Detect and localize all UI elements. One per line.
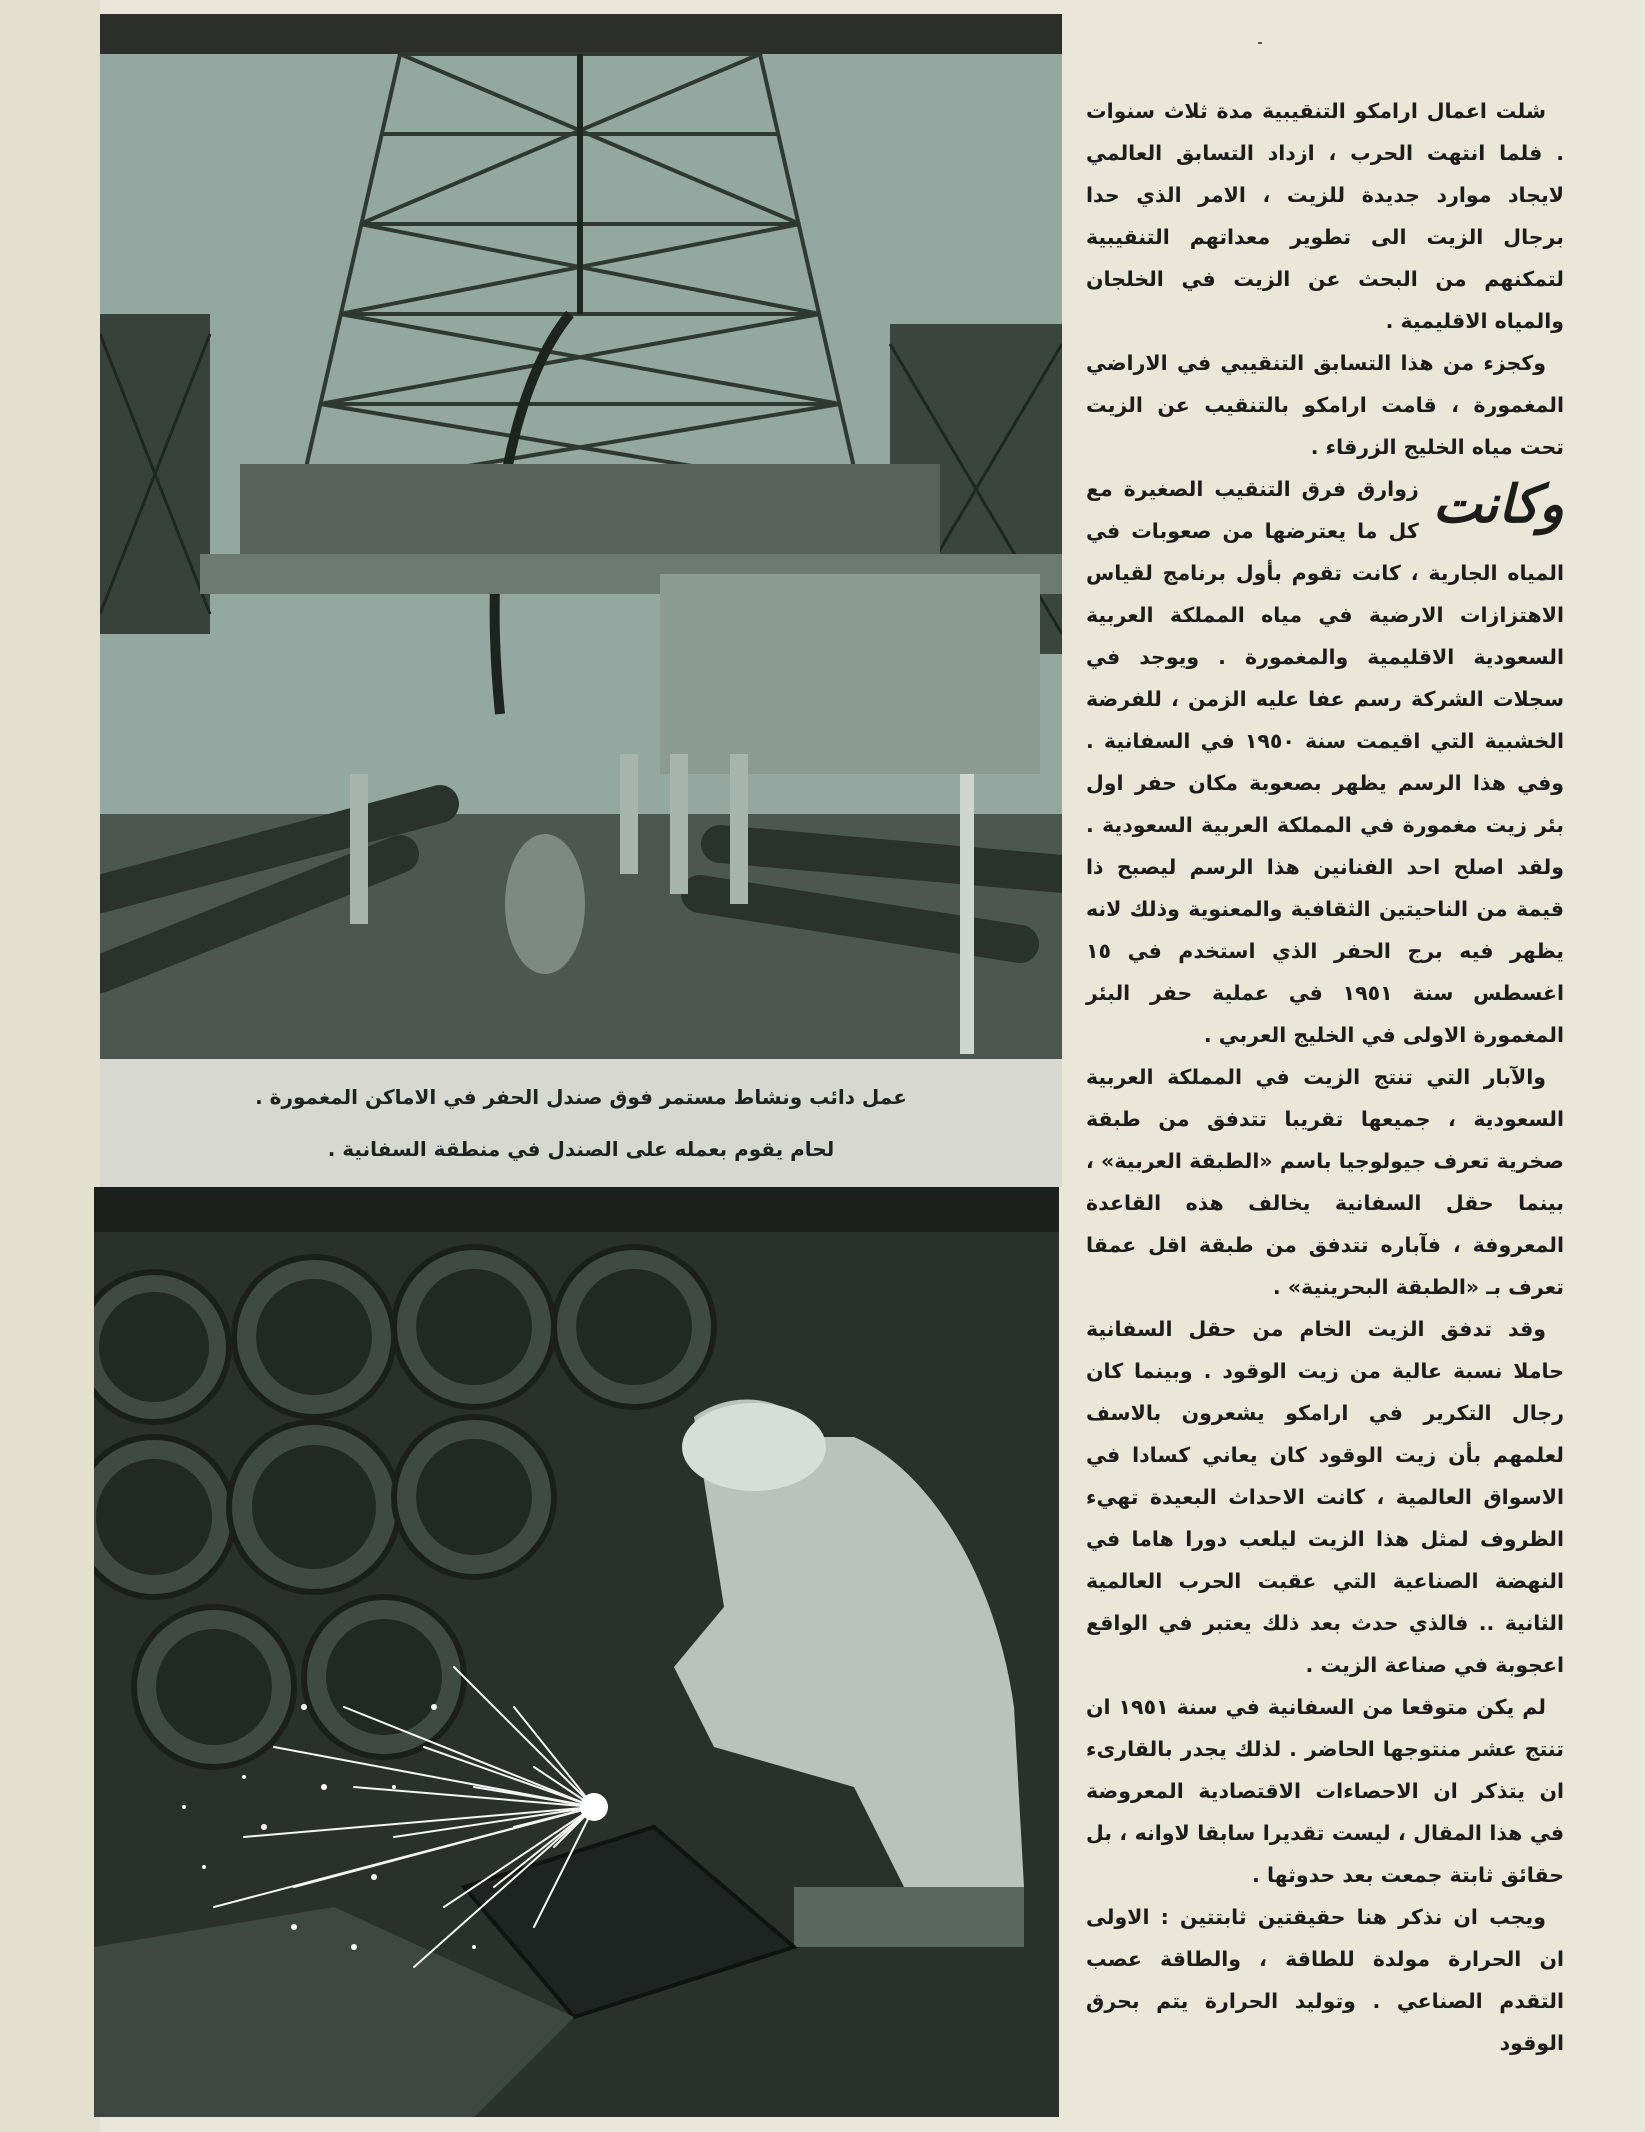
article-paragraph: وكجزء من هذا التسابق التنقيبي في الاراضي المغمورة ، قامت ارامكو بالتنقيب عن الزيت تحت مياه الخليج الزرقاء . xyxy=(1086,351,1564,459)
page-margin xyxy=(0,0,100,2132)
drop-cap-word: وكانت xyxy=(1432,474,1564,535)
article-paragraph: زوارق فرق التنقيب الصغيرة مع كل ما يعترضها من صعوبات في المياه الجارية ، كانت تقوم بأول برنامج لقياس الاهتزازات الارضية في مياه المملكة العربية السعودية الاقليمية والمغمورة . ويوجد في سجلات الشركة رسم عفا عليه الزمن ، للفرضة الخشبية التي اقيمت سنة ١٩٥٠ في السفانية . وفي هذا الرسم يظهر بصعوبة مكان حفر اول بئر زيت مغمورة في المملكة العربية السعودية . ولقد اصلح احد الفنانين هذا الرسم ليصبح ذا قيمة من الناحيتين الثقافية والمعنوية وذلك لانه يظهر فيه برج الحفر الذي استخدم في ١٥ اغسطس سنة ١٩٥١ في عملية حفر البئر المغمورة الاولى في الخليج العربي . xyxy=(1086,477,1565,1047)
article-paragraph: وقد تدفق الزيت الخام من حقل السفانية حاملا نسبة عالية من زيت الوقود . وبينما كان رجال التكرير في ارامكو يشعرون بالاسف لعلمهم بأن زيت الوقود كان يعاني كسادا في الاسواق العالمية ، كانت الاحداث البعيدة تهيء الظروف لمثل هذا الزيت ليلعب دورا هاما في النهضة الصناعية التي عقبت الحرب العالمية الثانية .. فالذي حدث بعد ذلك يعتبر في الواقع اعجوبة في صناعة الزيت . xyxy=(1086,1317,1564,1677)
article-body xyxy=(1086,90,1564,2070)
print-mark xyxy=(1258,42,1262,44)
article-paragraph-dropcap xyxy=(1086,468,1564,1056)
article-paragraph: والآبار التي تنتج الزيت في المملكة العربية السعودية ، جميعها تقريبا تتدفق من طبقة صخرية تعرف جيولوجيا باسم «الطبقة العربية» ، بينما حقل السفانية يخالف هذه القاعدة المعروفة ، فآباره تتدفق من طبقة اقل عمقا تعرف بـ «الطبقة البحرينية» . xyxy=(1086,1065,1564,1299)
caption-area xyxy=(100,1059,1062,1187)
drilling-rig-photo xyxy=(100,14,1062,1059)
article-paragraph: ويجب ان نذكر هنا حقيقتين ثابتتين : الاولى ان الحرارة مولدة للطاقة ، والطاقة عصب التقدم الصناعي . وتوليد الحرارة يتم بحرق الوقود xyxy=(1086,1905,1564,2055)
article-paragraph: شلت اعمال ارامكو التنقيبية مدة ثلاث سنوات . فلما انتهت الحرب ، ازداد التسابق العالمي لايجاد موارد جديدة للزيت ، الامر الذي حدا برجال الزيت الى تطوير معداتهم التنقيبية لتمكنهم من البحث عن الزيت في الخلجان والمياه الاقليمية . xyxy=(1086,99,1564,333)
welder-photo xyxy=(94,1187,1059,2117)
caption-rig: عمل دائب ونشاط مستمر فوق صندل الحفر في الاماكن المغمورة . xyxy=(255,1085,907,1109)
article-paragraph: لم يكن متوقعا من السفانية في سنة ١٩٥١ ان تنتج عشر منتوجها الحاضر . لذلك يجدر بالقارىء ان يتذكر ان الاحصاءات الاقتصادية المعروضة في هذا المقال ، ليست تقديرا سابقا لاوانه ، بل حقائق ثابتة جمعت بعد حدوثها . xyxy=(1086,1695,1564,1887)
caption-welder: لحام يقوم بعمله على الصندل في منطقة السفانية . xyxy=(327,1137,835,1161)
